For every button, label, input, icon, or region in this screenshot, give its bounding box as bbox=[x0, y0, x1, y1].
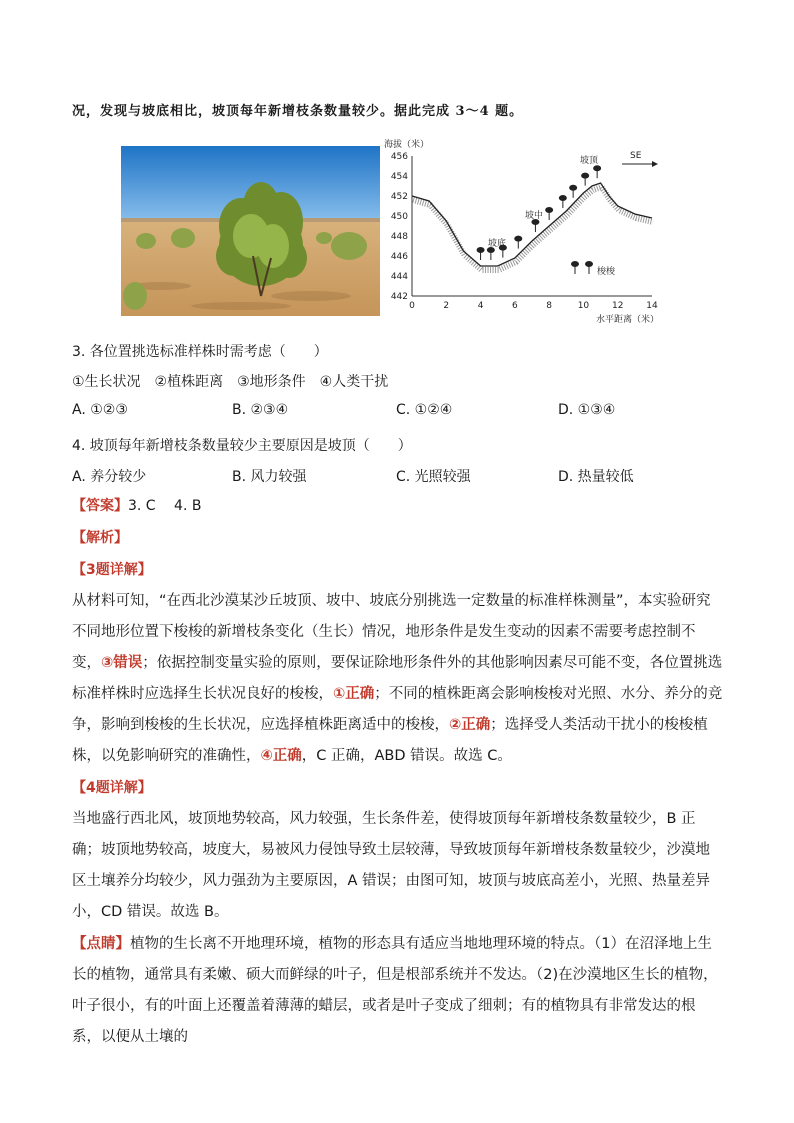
q3-stem: 3. 各位置挑选标准样株时需考虑（ ） bbox=[72, 344, 328, 360]
label-slope-middle: 坡中 bbox=[525, 211, 544, 221]
x-tick-label: 14 bbox=[646, 301, 658, 311]
wind-arrow-icon bbox=[622, 161, 658, 167]
q4-option-b[interactable]: B. 风力较强 bbox=[232, 469, 307, 485]
q3-detail-paragraph bbox=[72, 586, 724, 772]
q3-detail-part-4: ；选择受人类活动干扰小的梭梭植株，以免影响研究的准确性， bbox=[72, 717, 708, 764]
x-tick-label: 8 bbox=[546, 301, 553, 311]
q3-mark-4: ④正确 bbox=[260, 748, 302, 764]
x-tick-label: 4 bbox=[477, 301, 484, 311]
answer-line bbox=[72, 496, 201, 516]
desert-shrub-photo bbox=[121, 146, 380, 316]
profile-line bbox=[412, 183, 652, 266]
dune-profile-chart bbox=[382, 134, 672, 328]
tip-paragraph bbox=[72, 929, 724, 1053]
profile-shade bbox=[413, 187, 653, 270]
y-tick-label: 450 bbox=[390, 212, 408, 222]
answer-tag: 【答案】 bbox=[72, 498, 128, 514]
q3-detail-part-1: 从材料可知，“在西北沙漠某沙丘坡顶、坡中、坡底分别挑选一定数量的标准样株测量”，本实验研究不同地形位置下梭梭的新增枝条变化（生长）情况，地形条件是发生变动的因素不需要考虑控制不变， bbox=[72, 593, 711, 671]
x-tick-label: 6 bbox=[511, 301, 518, 311]
saxaul-tree-icon bbox=[545, 207, 553, 220]
x-tick-label: 0 bbox=[409, 301, 415, 311]
label-slope-bottom: 坡底 bbox=[488, 239, 507, 249]
q4-detail-paragraph: 当地盛行西北风，坡顶地势较高，风力较强，生长条件差，使得坡顶每年新增枝条数量较少，B 正确；坡顶地势较高，坡度大，易被风力侵蚀导致土层较薄，导致坡顶每年新增枝条数量较少，沙漠地区土壤养分均较少，风力强劲为主要原因，A 错误；由图可知，坡顶与坡底高差小，光照、热量差异小，CD 错误。故选 B。 bbox=[72, 811, 711, 920]
saxaul-tree-icon bbox=[569, 185, 577, 198]
q3-detail-part-3: ；不同的植株距离会影响梭梭对光照、水分、养分的竞争，影响到梭梭的生长状况，应选择植株距离适中的梭梭， bbox=[72, 686, 723, 733]
y-tick-label: 446 bbox=[390, 252, 408, 262]
x-tick-label: 10 bbox=[577, 301, 590, 311]
q3-option-c[interactable]: C. ①②④ bbox=[396, 402, 453, 418]
q3-option-b[interactable]: B. ②③④ bbox=[232, 402, 289, 418]
q3-mark-3: ③错误 bbox=[101, 655, 143, 671]
dune-profile-svg bbox=[382, 134, 672, 328]
q3-detail-part-2: ；依据控制变量实验的原则，要保证除地形条件外的其他影响因素尽可能不变，各位置挑选标准样株时应选择生长状况良好的梭梭， bbox=[72, 655, 723, 702]
legend-label: 梭梭 bbox=[597, 267, 616, 277]
q3-option-d[interactable]: D. ①③④ bbox=[558, 402, 616, 418]
q4-stem: 4. 坡顶每年新增枝条数量较少主要原因是坡顶（ ） bbox=[72, 438, 412, 454]
saxaul-tree-icon bbox=[581, 173, 589, 186]
saxaul-tree-icon bbox=[593, 165, 601, 178]
q4-option-d[interactable]: D. 热量较低 bbox=[558, 469, 634, 485]
q3-mark-1: ①正确 bbox=[333, 686, 375, 702]
q4-detail-tag: 【4题详解】 bbox=[72, 780, 152, 796]
tip-tag: 【点睛】 bbox=[72, 936, 130, 952]
x-tick-label: 12 bbox=[611, 301, 624, 311]
analysis-tag: 【解析】 bbox=[72, 530, 128, 546]
legend-tree-icon bbox=[571, 261, 593, 274]
saxaul-tree-icon bbox=[514, 236, 522, 249]
y-tick-label: 448 bbox=[390, 232, 408, 242]
y-tick-label: 442 bbox=[390, 292, 408, 302]
y-tick-label: 456 bbox=[390, 152, 408, 162]
q3-option-a[interactable]: A. ①②③ bbox=[72, 402, 128, 418]
answer-text: 3. C 4. B bbox=[128, 498, 202, 514]
y-tick-label: 444 bbox=[390, 272, 408, 282]
label-slope-top: 坡顶 bbox=[580, 156, 599, 166]
q3-detail-part-5: ，C 正确，ABD 错误。故选 C。 bbox=[301, 748, 512, 764]
wind-label: SE bbox=[630, 151, 642, 161]
y-axis-label: 海拔（米） bbox=[384, 140, 430, 150]
x-tick-label: 2 bbox=[443, 301, 450, 311]
q3-items: ①生长状况 ②植株距离 ③地形条件 ④人类干扰 bbox=[72, 374, 389, 390]
x-axis-label: 水平距离（米） bbox=[596, 315, 660, 325]
intro-text: 况，发现与坡底相比，坡顶每年新增枝条数量较少。据此完成 3～4 题。 bbox=[72, 104, 524, 119]
q3-mark-2: ②正确 bbox=[449, 717, 491, 733]
y-tick-label: 452 bbox=[390, 192, 408, 202]
q4-option-a[interactable]: A. 养分较少 bbox=[72, 469, 147, 485]
q4-option-c[interactable]: C. 光照较强 bbox=[396, 469, 471, 485]
tip-text: 植物的生长离不开地理环境，植物的形态具有适应当地地理环境的特点。（1）在沼泽地上生长的植物，通常具有柔嫩、硕大而鲜绿的叶子，但是根部系统并不发达。（2)在沙漠地区生长的植物，叶子很小，有的叶面上还覆盖着薄薄的蜡层，或者是叶子变成了细刺；有的植物具有非常发达的根系，以便从土壤的 bbox=[72, 936, 718, 1045]
saxaul-tree-icon bbox=[559, 195, 567, 208]
q3-detail-tag: 【3题详解】 bbox=[72, 562, 152, 578]
shrub-photo-illustration bbox=[121, 146, 380, 316]
saxaul-tree-icon bbox=[477, 247, 485, 260]
y-tick-label: 454 bbox=[390, 172, 408, 182]
